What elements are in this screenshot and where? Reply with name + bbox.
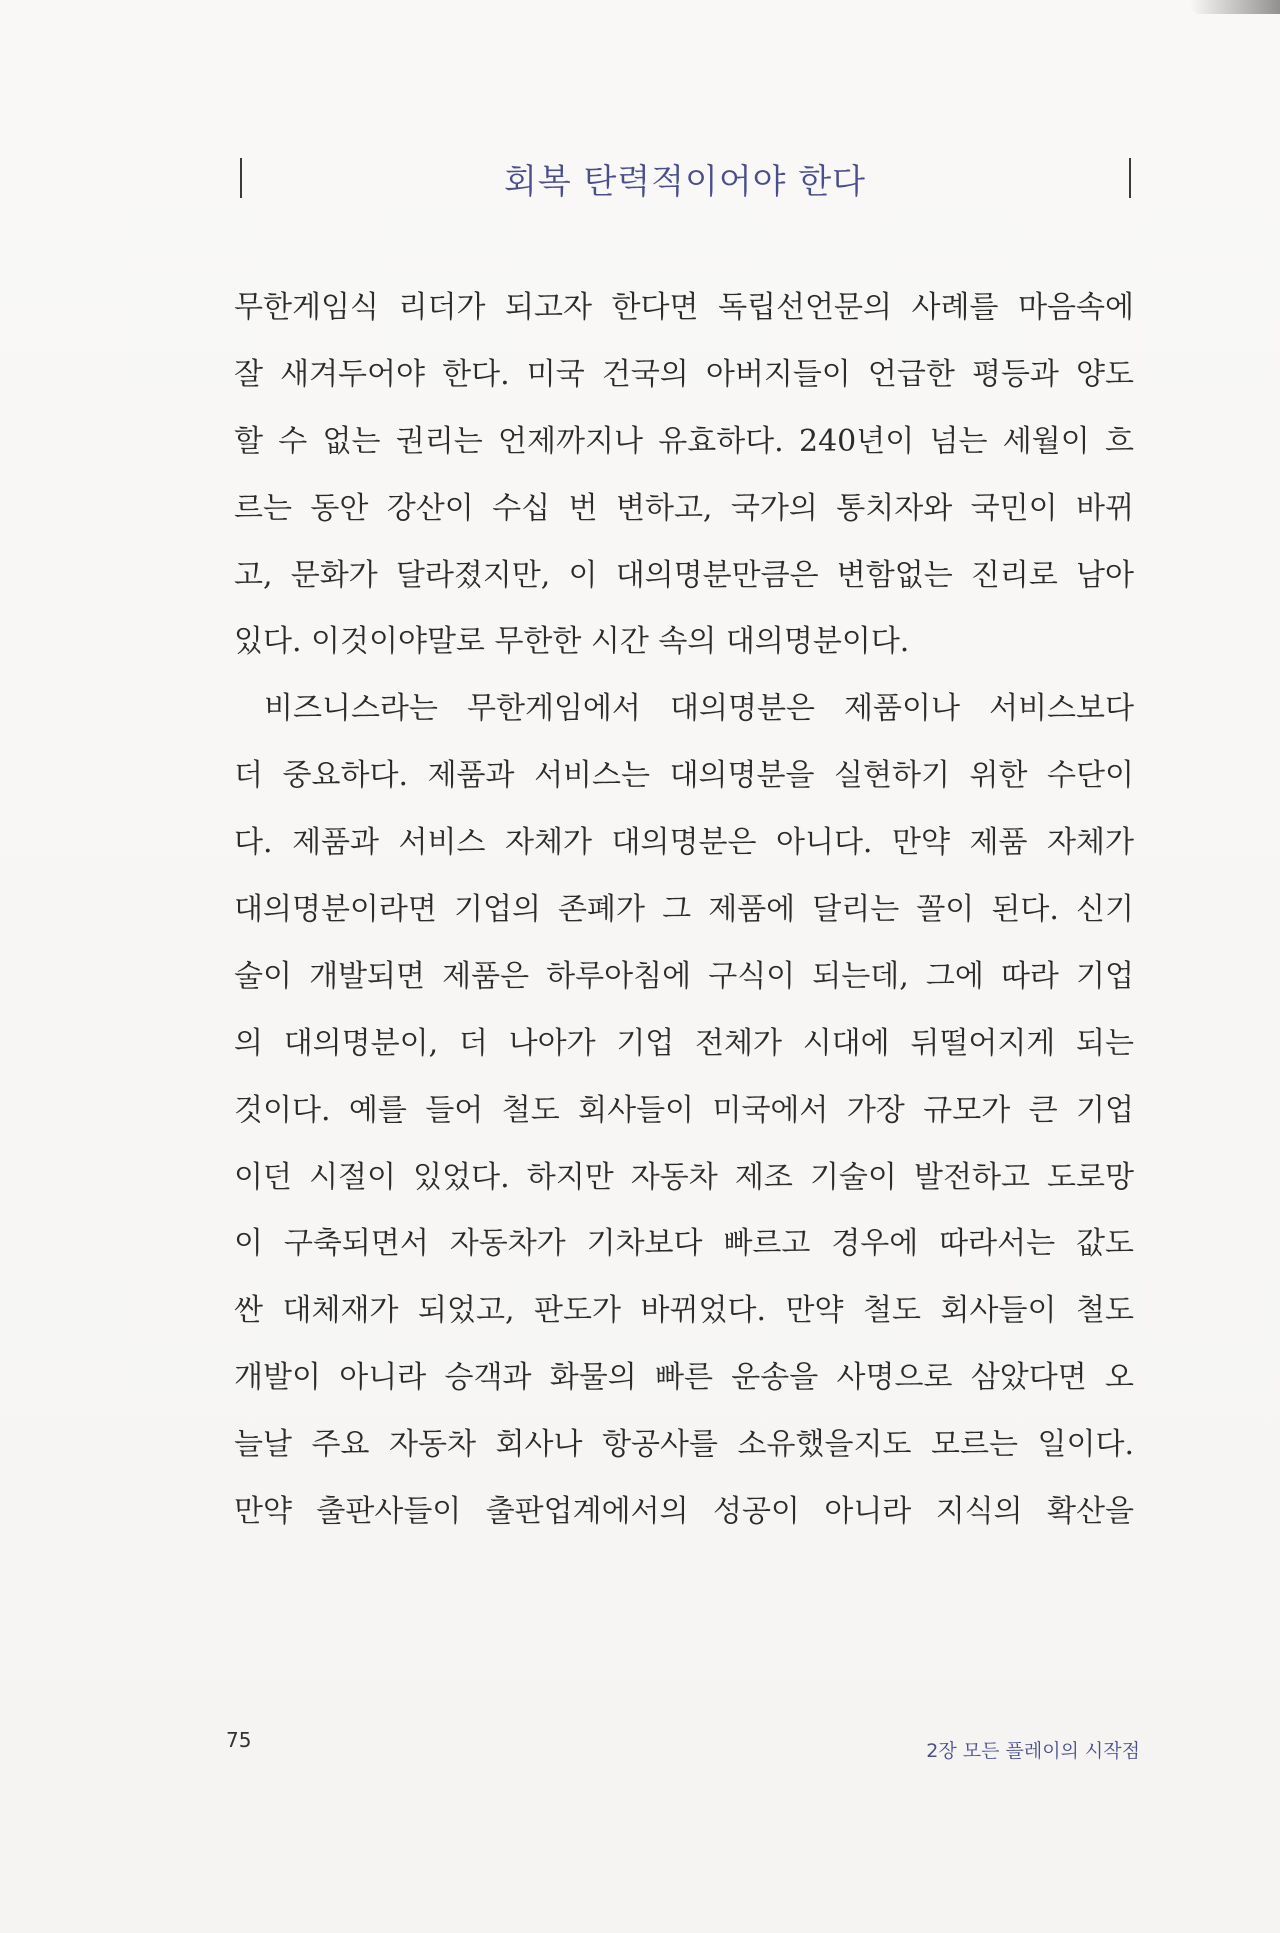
- text-line: 이 구축되면서 자동차가 기차보다 빠르고 경우에 따라서는 값도: [234, 1226, 1134, 1262]
- title-right-bar: [1129, 158, 1131, 198]
- text-line: 할 수 없는 권리는 언제까지나 유효하다. 240년이 넘는 세월이 흐: [234, 423, 1134, 459]
- text-line: 더 중요하다. 제품과 서비스는 대의명분을 실현하기 위한 수단이: [234, 758, 1134, 794]
- paragraph-1: [234, 275, 1134, 676]
- page-corner-shadow: [1190, 0, 1280, 14]
- text-line: 싼 대체재가 되었고, 판도가 바뀌었다. 만약 철도 회사들이 철도: [234, 1293, 1134, 1329]
- text-line: 것이다. 예를 들어 철도 회사들이 미국에서 가장 규모가 큰 기업: [234, 1092, 1134, 1128]
- text-line: 다. 제품과 서비스 자체가 대의명분은 아니다. 만약 제품 자체가: [234, 825, 1134, 861]
- text-line: 있다. 이것이야말로 무한한 시간 속의 대의명분이다.: [234, 624, 910, 660]
- text-line: 만약 출판사들이 출판업계에서의 성공이 아니라 지식의 확산을: [234, 1494, 1134, 1530]
- chapter-footer: 2장 모든 플레이의 시작점: [926, 1740, 1140, 1762]
- text-line: 르는 동안 강산이 수십 번 변하고, 국가의 통치자와 국민이 바뀌: [234, 490, 1134, 526]
- page-number: 75: [226, 1728, 252, 1752]
- text-line: 술이 개발되면 제품은 하루아침에 구식이 되는데, 그에 따라 기업: [234, 958, 1134, 994]
- body-text: [234, 275, 1134, 1546]
- text-line: 비즈니스라는 무한게임에서 대의명분은 제품이나 서비스보다: [264, 691, 1134, 727]
- title-left-bar: [240, 158, 242, 198]
- text-line: 고, 문화가 달라졌지만, 이 대의명분만큼은 변함없는 진리로 남아: [234, 557, 1134, 593]
- text-line: 무한게임식 리더가 되고자 한다면 독립선언문의 사례를 마음속에: [234, 290, 1134, 325]
- text-line: 늘날 주요 자동차 회사나 항공사를 소유했을지도 모르는 일이다.: [234, 1427, 1134, 1463]
- paragraph-2: [234, 676, 1134, 1546]
- text-line: 의 대의명분이, 더 나아가 기업 전체가 시대에 뒤떨어지게 되는: [234, 1025, 1134, 1061]
- text-line: 대의명분이라면 기업의 존폐가 그 제품에 달리는 꼴이 된다. 신기: [234, 892, 1134, 928]
- text-line: 개발이 아니라 승객과 화물의 빠른 운송을 사명으로 삼았다면 오: [234, 1360, 1134, 1396]
- section-title: 회복 탄력적이어야 한다: [503, 162, 867, 202]
- text-line: 잘 새겨두어야 한다. 미국 건국의 아버지들이 언급한 평등과 양도: [234, 356, 1134, 392]
- text-line: 이던 시절이 있었다. 하지만 자동차 제조 기술이 발전하고 도로망: [234, 1159, 1134, 1195]
